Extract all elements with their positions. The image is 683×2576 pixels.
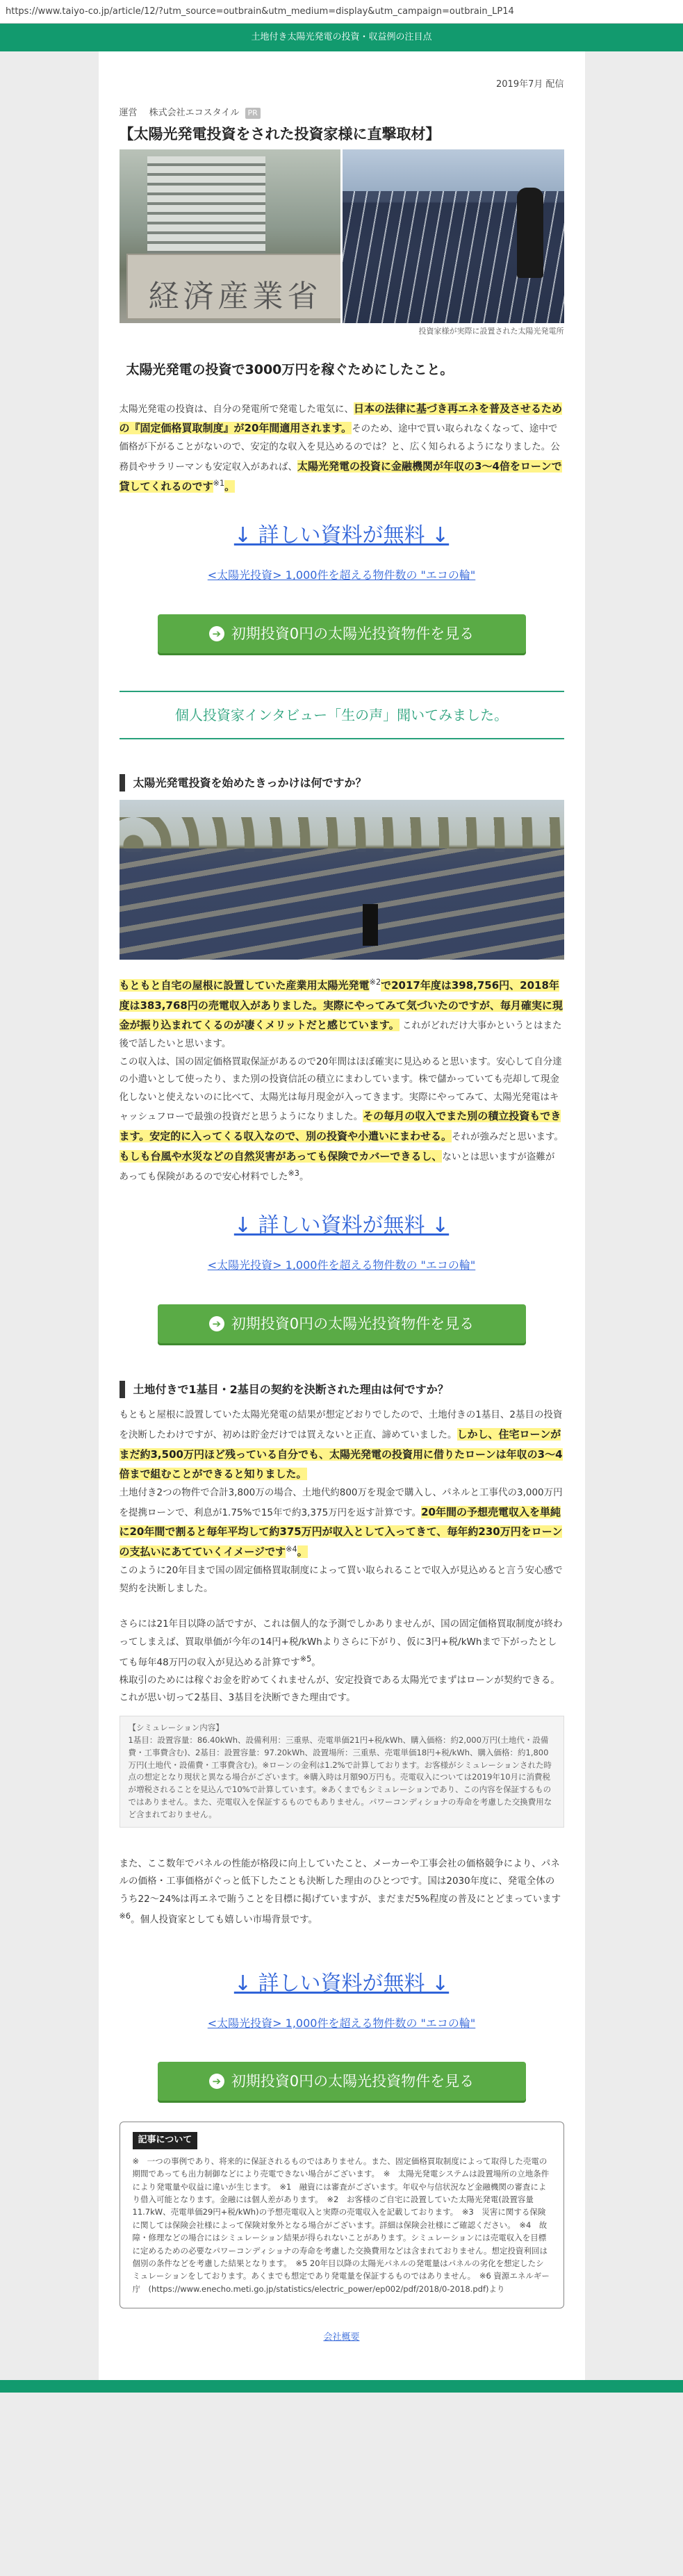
ministry-building-photo bbox=[120, 149, 341, 323]
answer-1-text-3: それが強みだと思います。 bbox=[452, 1131, 563, 1143]
answer-2-paragraph-1 bbox=[120, 1406, 564, 1598]
photo-caption: 投資家様が実際に設置された太陽光発電所 bbox=[418, 326, 564, 336]
investor-figure-2 bbox=[363, 904, 378, 946]
footnote-ref-2: ※2 bbox=[369, 978, 381, 987]
footnote-ref-6: ※6 bbox=[119, 1911, 131, 1921]
answer-2-end-1: 。 bbox=[297, 1545, 308, 1559]
answer-2-text-2: 土地付き2つの物件で合計3,800万の場合、土地代約800万を現金で購入し、パネルと工事代の3,000万円を提携ローンで、利息が1.75%で15年で約3,375万円を返す計算です。 bbox=[119, 1487, 563, 1518]
investor-solar-photo bbox=[343, 149, 564, 323]
article-notes bbox=[120, 2122, 564, 2308]
question-1-heading: 太陽光発電投資を始めたきっかけは何ですか？ bbox=[120, 774, 564, 792]
answer-1-highlight-2: その毎月の収入でまた別の積立投資もできます。安定的に入ってくる収入なので、別の投資や小遣いにまわせる。 bbox=[119, 1110, 561, 1143]
answer-2-highlight-1: しかし、住宅ローンがまだ約3,500万円ほど残っている自分でも、太陽光発電の投資用に借りたローンは年収の3～4倍まで組むことができると知りました。 bbox=[119, 1428, 563, 1481]
building-shape bbox=[147, 156, 265, 261]
answer-1-highlight-1b: で2017年度は398,756円、2018年度は383,768円の売電収入がありました。実際にやってみて気づいたのですが、毎月確実に現金が振り込まれてくるのが凄くメリットだと感じています。 bbox=[119, 978, 563, 1032]
answer-2-text-6: また、ここ数年でパネルの性能が格段に向上していたこと、メーカーや工事会社の価格競争により、パネルの価格・工事価格がぐっと低下したことも決断した理由のひとつです。国は2030年度に、発電全体のうち22～24%は再エネで賄うことを目標に掲げていますが、まだまだ5%程度の普及にとどまっています bbox=[119, 1857, 561, 1905]
answer-2-text-3: このように20年目まで国の固定価格買取制度によって買い取られることで収入が見込めると言う安心感で契約を決断しました。 bbox=[119, 1565, 563, 1594]
cta-label: 初期投資0円の太陽光投資物件を見る bbox=[231, 1315, 475, 1332]
intro-highlight-1: 日本の法律に基づき再エネを普及させるための『固定価格買取制度』が20年間適用されます。 bbox=[119, 402, 563, 435]
simulation-title: 【シミュレーション内容】 bbox=[128, 1723, 224, 1733]
cta-label: 初期投資0円の太陽光投資物件を見る bbox=[231, 625, 475, 642]
stone-sign bbox=[126, 254, 341, 320]
operator-line bbox=[120, 105, 564, 122]
arrow-circle-icon: ➔ bbox=[209, 1316, 224, 1331]
footnote-ref-3: ※3 bbox=[288, 1169, 299, 1179]
answer-2-text-1: もともと屋根に設置していた太陽光発電の結果が想定どおりでしたので、土地付きの1基目、2基目の投資を決断したわけですが、初めは貯金だけでは買えないと正直、諦めていました。 bbox=[119, 1409, 563, 1441]
footnote-ref-1: ※1 bbox=[213, 479, 225, 489]
answer-2-paragraph-3 bbox=[120, 1855, 564, 1929]
top-banner bbox=[0, 24, 683, 51]
url-text: https://www.taiyo-co.jp/article/12/?utm_source=outbrain&utm_medium=display&utm_campaign=outbrain_LP14 bbox=[6, 6, 514, 17]
intro-text: 太陽光発電の投資は、自分の発電所で発電した電気に、 bbox=[119, 403, 354, 415]
article-headline: 【太陽光発電投資をされた投資家様に直撃取材】 bbox=[119, 126, 441, 143]
notes-title: 記事について bbox=[133, 2132, 198, 2149]
investor-figure bbox=[517, 188, 543, 278]
answer-1-highlight-3: もしも台風や水災などの自然災害があっても保険でカバーできるし、 bbox=[119, 1149, 443, 1163]
article-page bbox=[99, 51, 585, 2380]
free-material-link[interactable]: ↓ 詳しい資料が無料 ↓ bbox=[233, 523, 450, 548]
view-properties-button[interactable] bbox=[158, 614, 526, 653]
answer-2-paragraph-2 bbox=[120, 1616, 564, 1707]
cta-label: 初期投資0円の太陽光投資物件を見る bbox=[231, 2073, 475, 2090]
url-bar[interactable] bbox=[0, 0, 683, 24]
view-properties-button-3[interactable] bbox=[158, 2062, 526, 2101]
stone-sign-text: 経済産業省 bbox=[148, 278, 322, 314]
view-properties-button-2[interactable] bbox=[158, 1304, 526, 1343]
lead-heading: 太陽光発電の投資で3000万円を稼ぐためにしたこと。 bbox=[126, 361, 454, 377]
solar-farm-photo bbox=[120, 800, 564, 960]
intro-paragraph bbox=[120, 399, 564, 497]
question-2-heading: 土地付きで1基目・2基目の契約を決断された理由は何ですか？ bbox=[120, 1381, 564, 1399]
answer-1-end: 。 bbox=[299, 1171, 309, 1183]
simulation-box bbox=[120, 1716, 564, 1828]
answer-2-text-4: さらには21年目以降の話ですが、これは個人的な予測でしかありませんが、国の固定価格買取制度が終わってしまえば、買取単価が今年の14円+税/kWhよりさらに下がり、仮に3円+税/kWhまで下がったとしても毎年48万円の収入が見込める計算です bbox=[119, 1618, 563, 1668]
intro-text-2: そのため、途中で買い取られなくなって、途中で価格が下がることがないので、安定的な収入を見込めるのでは？と、広く知られるようになりました。公務員やサラリーマンも安定収入があれば、 bbox=[119, 423, 560, 473]
tree-line bbox=[120, 817, 564, 852]
hero-photos bbox=[120, 149, 564, 323]
operator-name: 株式会社エコスタイル bbox=[149, 107, 240, 118]
property-count-link-2[interactable]: <太陽光投資> 1,000件を超える物件数の "エコの輪" bbox=[207, 1258, 476, 1272]
publish-date: 2019年7月 配信 bbox=[496, 79, 564, 90]
answer-1-highlight-1: もともと自宅の屋根に設置していた産業用太陽光発電 bbox=[119, 978, 370, 992]
footer bbox=[120, 2329, 564, 2347]
property-count-link-3[interactable]: <太陽光投資> 1,000件を超える物件数の "エコの輪" bbox=[207, 2016, 476, 2030]
operator-label: 運営 bbox=[119, 107, 138, 118]
arrow-circle-icon: ➔ bbox=[209, 626, 224, 641]
free-material-link-2[interactable]: ↓ 詳しい資料が無料 ↓ bbox=[233, 1213, 450, 1238]
banner-text: 土地付き太陽光発電の投資・収益例の注目点 bbox=[251, 32, 432, 42]
footnote-ref-5: ※5 bbox=[299, 1654, 312, 1664]
notes-body: ※ 一つの事例であり、将来的に保証されるものではありません。また、固定価格買取制度によって取得した売電の期間であっても出力制御などにより売電できない場合がございます。 ※ 太陽光発電システムは設置場所の立地条件により発電量や収益に違いが生じます。 ※1 融資には審査がございます。年収や与信状況など金融機関の審査により借入可能となります。金融には個人差があります。 ※2 お客様のご自宅に設置していた太陽光発電(設置容量11.7kW、売電単価29円+税/kWh)の予想売電収入と実際の売電収入を記載しております。 ※3 災害に関する保険に関しては保険会社様によって保険対象外となる場合がございます。詳細は保険会社様にご確認ください。 ※4 故障・修理などの場合にはシミュレーション結果が得られないことがあります。シミュレーションには売電収入を目標に定めるための必要なパワーコンディショナの寿命を考慮した交換費用などは含まれておりません。想定投資利回は個別の条件などを考慮した結果となります。 ※5 20年目以降の太陽光パネルの発電量はパネルの劣化を想定したシミュレーションをしております。あくまでも想定であり発電量を保証するものではありません。 ※6 資源エネルギー庁 (https://www.enecho.meti.go.jp/statistics/electric_power/ep002/pdf/2018/0-2018.pdf)より bbox=[132, 2156, 550, 2294]
company-overview-link[interactable]: 会社概要 bbox=[323, 2332, 360, 2343]
answer-1-text-1: これがどれだけ大事かというとはまた後で話したいと思います。 bbox=[119, 1020, 562, 1049]
answer-2-highlight-2: 20年間の予想売電収入を単純に20年間で割ると毎年平均して約375万円が収入として入ってきて、毎年約230万円をローンの支払いにあてていくイメージです bbox=[119, 1505, 563, 1559]
answer-2-text-5: 株取引のためには稼ぐお金を貯めてくれませんが、安定投資である太陽光でまずはローンが契約できる。これが思い切って2基目、3基目を決断できた理由です。 bbox=[119, 1674, 560, 1704]
pr-badge: PR bbox=[245, 108, 261, 119]
answer-1-text-4: ないとは思いますが盗難があっても保険があるので安心材料でした bbox=[119, 1151, 555, 1183]
intro-highlight-2: 太陽光発電の投資に金融機関が年収の3～4倍をローンで貸してくれるのです bbox=[119, 459, 562, 493]
answer-2-end-2: 。 bbox=[311, 1657, 321, 1668]
answer-2-end-3: 。個人投資家としても嬉しい市場背景です。 bbox=[131, 1914, 318, 1925]
intro-end: 。 bbox=[224, 479, 236, 493]
free-material-link-3[interactable]: ↓ 詳しい資料が無料 ↓ bbox=[233, 1971, 450, 1996]
simulation-body: 1基目：設置容量：86.40kWh、設備利用：三重県、売電単価21円+税/kWh、購入価格：約2,000万円(土地代・設備費・工事費含む)、2基目：設置容量：97.20kWh、設置場所：三重県、売電単価18円+税/kWh、購入価格：約1,800万円(土地代・設備費・工事費含む)。※ローンの金利は1.2%で計算しております。お客様がシミュレーションされた時点の想定となり現状と異なる場合がございます。※購入時は月額90万円も。売電収入については2019年10月に消費税が増税されることを見込んで10%で計算しています。※あくまでもシミュレーションであり、この内容を保証するものではありません。また、売電収入を保証するものでもありません。パワーコンディショナの寿命を考慮した交換費用など含まれておりません。 bbox=[128, 1734, 552, 1819]
bottom-bar bbox=[0, 2380, 683, 2393]
answer-1-paragraph bbox=[120, 975, 564, 1186]
answer-1-text-2: この収入は、国の固定価格買取保証があるので20年間はほぼ確実に見込めると思います。安心して自分達の小遣いとして使ったり、また別の投資信託の積立にまわしています。株で儲かっていても売却して現金化しないと使えないのに比べて、太陽光は毎月現金が入ってきます。実際にやってみて、太陽光発電はキャッシュフローで最強の投資だと思うようになりました。 bbox=[119, 1056, 562, 1123]
property-count-link[interactable]: <太陽光投資> 1,000件を超える物件数の "エコの輪" bbox=[207, 568, 476, 582]
arrow-circle-icon: ➔ bbox=[209, 2074, 224, 2089]
footnote-ref-4: ※4 bbox=[286, 1544, 297, 1554]
interview-heading: 個人投資家インタビュー「生の声」聞いてみました。 bbox=[120, 691, 564, 739]
panel-rows bbox=[120, 848, 564, 960]
